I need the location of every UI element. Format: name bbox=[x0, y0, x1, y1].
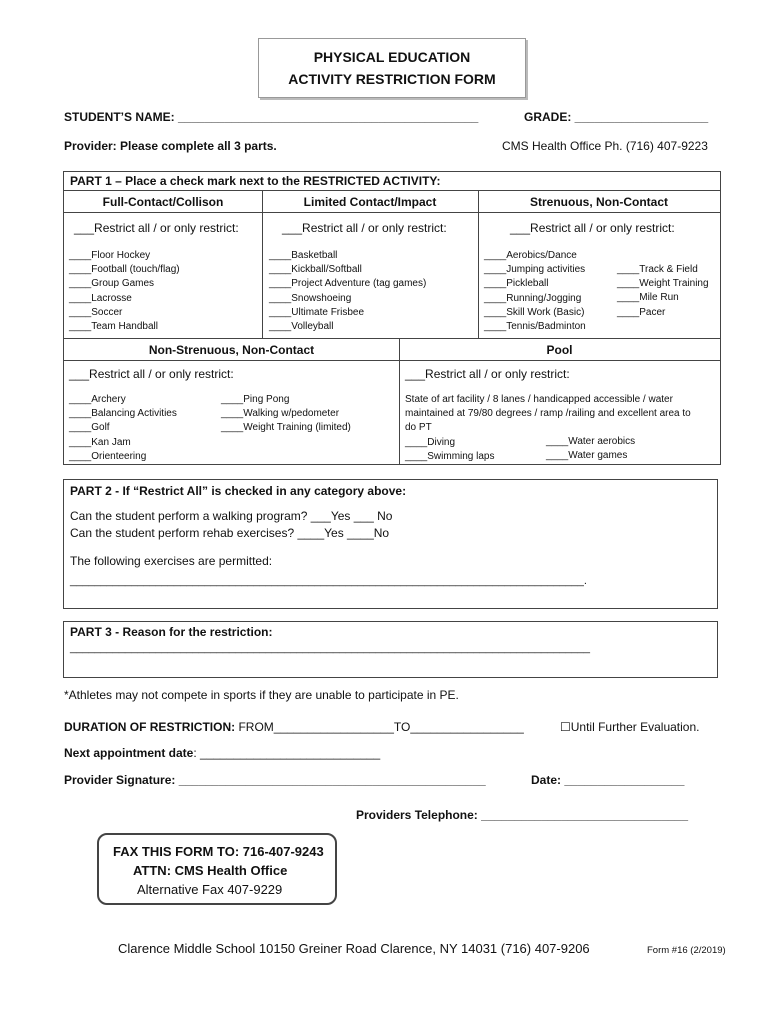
part1-heading: PART 1 – Place a check mark next to the RESTRICTED ACTIVITY: bbox=[70, 174, 441, 188]
non-strenuous-list-b bbox=[221, 393, 351, 436]
col-non-strenuous-restrict[interactable]: ___Restrict all / or only restrict: bbox=[69, 367, 234, 381]
col-non-strenuous-title: Non-Strenuous, Non-Contact bbox=[148, 343, 315, 357]
list-item[interactable]: ____Aerobics/Dance bbox=[484, 250, 577, 261]
part2-heading: PART 2 - If “Restrict All” is checked in any category above: bbox=[70, 484, 407, 498]
col-full-contact-restrict[interactable]: ___Restrict all / or only restrict: bbox=[74, 221, 239, 235]
next-appointment-field[interactable]: : ___________________________ bbox=[193, 746, 381, 760]
permitted-label: The following exercises are permitted: bbox=[70, 554, 273, 568]
col-full-contact-title: Full-Contact/Collison bbox=[102, 195, 224, 209]
list-item[interactable]: ____Team Handball bbox=[69, 321, 158, 333]
list-item[interactable]: ____Kan Jam bbox=[69, 436, 131, 448]
list-item[interactable]: ____Walking w/pedometer bbox=[221, 408, 340, 420]
part1-box bbox=[63, 171, 721, 465]
list-item[interactable]: ____Tennis/Badminton bbox=[484, 321, 586, 333]
list-item[interactable]: ____Swimming laps bbox=[405, 450, 495, 462]
list-item[interactable]: ____Soccer bbox=[69, 306, 123, 318]
form-title bbox=[258, 38, 526, 98]
duration-row bbox=[64, 720, 524, 734]
duration-from-to[interactable]: FROM__________________TO_________________ bbox=[235, 720, 524, 734]
list-item[interactable]: ____Balancing Activities bbox=[69, 408, 177, 420]
provider-signature-field[interactable]: Provider Signature: ______________________________________________ bbox=[64, 773, 486, 787]
col-limited-contact-title: Limited Contact/Impact bbox=[303, 195, 437, 209]
health-office-phone: CMS Health Office Ph. (716) 407-9223 bbox=[502, 139, 708, 153]
provider-note: Provider: Please complete all 3 parts. bbox=[64, 139, 277, 153]
next-appointment-label: Next appointment date bbox=[64, 746, 194, 760]
list-item[interactable]: ____Jumping activities bbox=[484, 264, 586, 276]
list-item[interactable]: ____Golf bbox=[69, 422, 110, 434]
title-line2: ACTIVITY RESTRICTION FORM bbox=[288, 71, 496, 87]
list-item[interactable]: ____Group Games bbox=[69, 278, 155, 290]
list-item[interactable]: ____Water aerobics bbox=[546, 436, 636, 447]
col-strenuous-title: Strenuous, Non-Contact bbox=[530, 195, 668, 209]
full-contact-list bbox=[69, 249, 180, 334]
list-item[interactable]: ____Water games bbox=[546, 450, 628, 462]
fax-box bbox=[97, 833, 337, 905]
strenuous-list-b bbox=[617, 263, 709, 320]
list-item[interactable]: ____Skill Work (Basic) bbox=[484, 306, 585, 318]
col-pool-restrict[interactable]: ___Restrict all / or only restrict: bbox=[405, 367, 570, 381]
non-strenuous-list-a bbox=[69, 393, 177, 464]
next-appointment-row bbox=[64, 746, 380, 760]
part2-box bbox=[63, 479, 718, 609]
fax-attn: ATTN: CMS Health Office bbox=[133, 863, 288, 878]
title-line1: PHYSICAL EDUCATION bbox=[313, 49, 471, 65]
list-item[interactable]: ____Weight Training (limited) bbox=[221, 422, 351, 434]
provider-telephone-field[interactable]: Providers Telephone: _______________________________ bbox=[356, 808, 689, 822]
list-item[interactable]: ____Kickball/Softball bbox=[269, 264, 362, 276]
duration-label: DURATION OF RESTRICTION: bbox=[64, 720, 236, 734]
list-item[interactable]: ____Ultimate Frisbee bbox=[269, 306, 365, 318]
list-item[interactable]: ____Project Adventure (tag games) bbox=[269, 278, 427, 290]
col-strenuous-restrict[interactable]: ___Restrict all / or only restrict: bbox=[510, 221, 675, 235]
list-item[interactable]: ____Running/Jogging bbox=[484, 292, 582, 304]
date-field[interactable]: Date: __________________ bbox=[531, 773, 685, 787]
athletes-note: *Athletes may not compete in sports if they are unable to participate in PE. bbox=[64, 688, 459, 702]
school-address: Clarence Middle School 10150 Greiner Road Clarence, NY 14031 (716) 407-9206 bbox=[118, 941, 590, 956]
part3-heading: PART 3 - Reason for the restriction: bbox=[70, 625, 273, 639]
list-item[interactable]: ____Archery bbox=[69, 394, 126, 405]
fax-alternative: Alternative Fax 407-9229 bbox=[137, 882, 283, 897]
list-item[interactable]: ____Floor Hockey bbox=[69, 250, 151, 261]
fax-number: FAX THIS FORM TO: 716-407-9243 bbox=[113, 844, 324, 859]
pool-desc-line: maintained at 79/80 degrees / ramp /railing and excellent area to bbox=[405, 408, 691, 420]
pool-desc-line: State of art facility / 8 lanes / handicapped accessible / water bbox=[405, 394, 673, 405]
permitted-line[interactable]: ____________________________________________________________________________________. bbox=[70, 575, 587, 587]
list-item[interactable]: ____Orienteering bbox=[69, 450, 147, 462]
list-item[interactable]: ____Snowshoeing bbox=[269, 292, 352, 304]
list-item[interactable]: ____Pacer bbox=[617, 306, 666, 318]
list-item[interactable]: ____Pickleball bbox=[484, 278, 549, 290]
strenuous-list-a bbox=[484, 249, 586, 334]
student-name-field[interactable]: STUDENT’S NAME: _____________________________________________ bbox=[64, 110, 479, 124]
form-number: Form #16 (2/2019) bbox=[647, 945, 726, 956]
reason-line[interactable]: _____________________________________________________________________________________ bbox=[70, 642, 591, 654]
list-item[interactable]: ____Volleyball bbox=[269, 321, 334, 333]
list-item[interactable]: ____Football (touch/flag) bbox=[69, 264, 180, 276]
list-item[interactable]: ____Ping Pong bbox=[221, 394, 290, 405]
pool-list-b bbox=[546, 435, 635, 463]
col-limited-contact-restrict[interactable]: ___Restrict all / or only restrict: bbox=[282, 221, 447, 235]
part3-box bbox=[63, 621, 718, 678]
list-item[interactable]: ____Diving bbox=[405, 436, 456, 448]
walking-question[interactable]: Can the student perform a walking program? ___Yes ___ No bbox=[70, 509, 393, 523]
list-item[interactable]: ____Weight Training bbox=[617, 278, 709, 290]
list-item[interactable]: ____Lacrosse bbox=[69, 292, 132, 304]
list-item[interactable]: ____Track & Field bbox=[617, 264, 698, 275]
list-item[interactable]: ____Mile Run bbox=[617, 292, 679, 304]
pool-desc-line: do PT bbox=[405, 422, 432, 434]
col-pool-title: Pool bbox=[546, 343, 573, 357]
rehab-question[interactable]: Can the student perform rehab exercises? ____Yes ____No bbox=[70, 526, 390, 540]
list-item[interactable]: ____Basketball bbox=[269, 250, 338, 261]
limited-contact-list bbox=[269, 249, 426, 334]
grade-field[interactable]: GRADE: ____________________ bbox=[524, 110, 709, 124]
until-evaluation-checkbox[interactable]: ☐Until Further Evaluation. bbox=[560, 720, 700, 734]
